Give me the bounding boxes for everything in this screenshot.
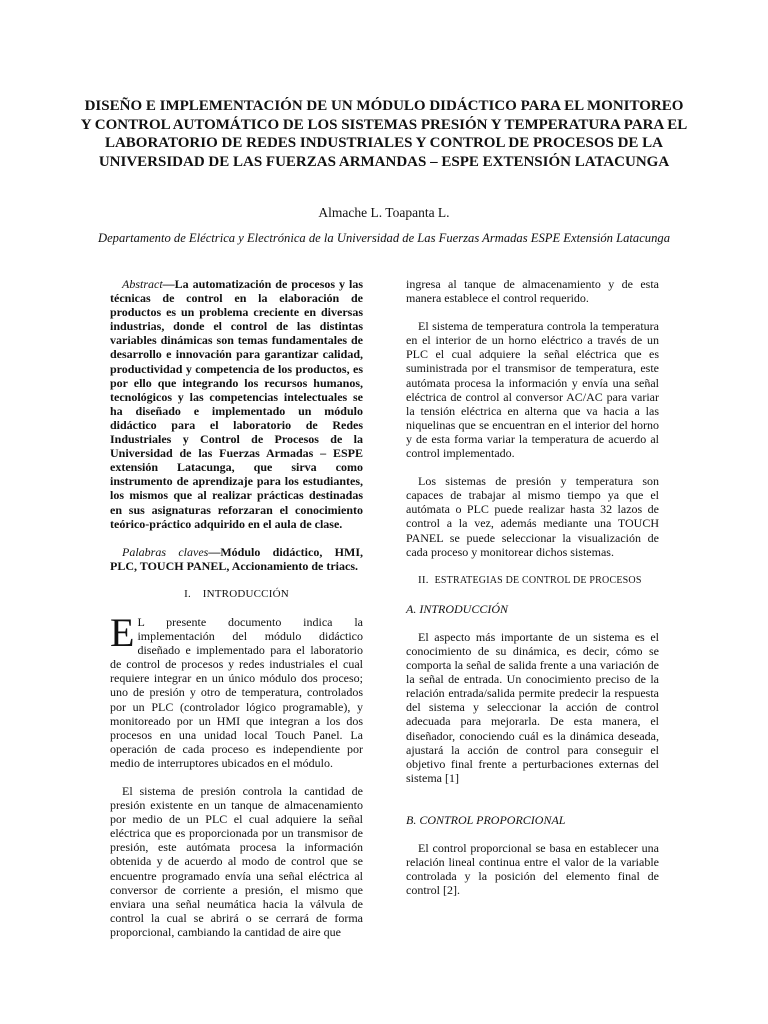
right-column bbox=[406, 277, 659, 897]
section-number: I. bbox=[184, 587, 191, 600]
section-number: II. bbox=[418, 573, 429, 586]
paper-title: DISEÑO E IMPLEMENTACIÓN DE UN MÓDULO DIDÁCTICO PARA EL MONITOREO Y CONTROL AUTOMÁTICO DE LOS SISTEMAS PRESIÓN Y TEMPERATURA PARA EL LABORATORIO DE REDES INDUSTRIALES Y CONTROL DE PROCESOS DE LA UNIVERSIDAD DE LAS FUERZAS ARMANDAS – ESPE EXTENSIÓN LATACUNGA bbox=[80, 98, 688, 170]
paper-affiliation: Departamento de Eléctrica y Electrónica de la Universidad de Las Fuerzas Armadas ESPE Extensión Latacunga bbox=[98, 231, 670, 245]
section-heading-introduccion bbox=[110, 587, 363, 601]
paper-authors: Almache L. Toapanta L. bbox=[318, 205, 450, 220]
drop-cap: E bbox=[110, 609, 135, 655]
abstract-paragraph bbox=[110, 277, 363, 531]
subsection-b-paragraph: El control proporcional se basa en establecer una relación lineal continua entre el valor de la variable controlada y la posición del elemento final de control [2]. bbox=[406, 841, 659, 898]
abstract-text: —La automatización de procesos y las técnicas de control en la elaboración de productos es un problema creciente en diversas industrias, donde el control de las distintas variables dinámicas son temas fundamentales de desarrollo e innovación para garantizar calidad, productividad y competencia de los productos, es por ello que integrando los recursos humanos, tecnológicos y las competencias intelectuales se ha diseñado e implementado un módulo didáctico para el laboratorio de Redes Industriales y Control de Procesos de la Universidad de las Fuerzas Armadas – ESPE extensión Latacunga, que sirva como instrumento de aprendizaje para los estudiantes, los mismos que al realizar prácticas destinadas en sus asignaturas reforzaran el conocimiento teórico-práctico adquirido en el aula de clase. bbox=[110, 277, 363, 531]
left-column bbox=[110, 277, 363, 939]
continued-paragraph: ingresa al tanque de almacenamiento y de esta manera establece el control requerido. bbox=[406, 277, 659, 306]
intro-paragraph-2: El sistema de presión controla la cantidad de presión existente en un tanque de almacenamiento por medio de un PLC el cual adquiere la señal eléctrica que es proporcionada por un transmisor de presión, este autómata procesa la información obtenida y de acuerdo al modo de control que se encuentre programado envía una señal eléctrica al conversor de corriente a presión, el mismo que enviara una señal neumática hacia la válvula de control la cual se abrirá o se cerrará de forma proporcional, cambiando la cantidad de aire que bbox=[110, 784, 363, 939]
abstract-label: Abstract bbox=[122, 277, 163, 291]
temperature-paragraph: El sistema de temperatura controla la temperatura en el interior de un horno eléctrico a través de un PLC el cual adquiere la señal eléctrica que es suministrada por el transmisor de temperatura, este autómata procesa la información y envía una señal eléctrica de control al conversor AC/AC para variar la tensión eléctrica en alterna que va hacia a las niquelinas que se encuentran en el interior del horno y de esta forma variar la temperatura de acuerdo al control implementado. bbox=[406, 319, 659, 461]
systems-paragraph: Los sistemas de presión y temperatura son capaces de trabajar al mismo tiempo ya que el autómata o PLC puede realizar hasta 32 lazos de control a la vez, además mediante una TOUCH PANEL se puede seleccionar la visualización de cada proceso y monitorear dichos sistemas. bbox=[406, 474, 659, 559]
intro-paragraph-1-text: L presente documento indica la implementación del módulo didáctico diseñado e implementado para el laboratorio de control de procesos y redes industriales el cual requiere integrar en un único módulo dos proceso; uno de presión y otro de temperatura, controlados por un PLC (controlador lógico programable), y monitoreado por un HMI que integran a los dos procesos en una unidad local Touch Panel. La operación de cada proceso es independiente por medio de interruptores ubicados en el módulo. bbox=[110, 614, 363, 770]
keywords-text: —Módulo didáctico, HMI, PLC, TOUCH PANEL, Accionamiento de triacs. bbox=[110, 544, 363, 573]
section-title: ESTRATEGIAS DE CONTROL DE PROCESOS bbox=[434, 574, 642, 586]
keywords-paragraph bbox=[110, 545, 363, 573]
subsection-a-paragraph: El aspecto más importante de un sistema es el conocimiento de su dinámica, es decir, cómo se comporta la señal de salida frente a una variación de la señal de entrada. Un conocimiento preciso de la relación entrada/salida permite predecir la respuesta del sistema y seleccionar la acción de control adecuada para mejorarla. De esta manera, el diseñador, conociendo cuál es la dinámica deseada, ajustará la acción de control para conseguir el objetivo final frente a perturbaciones externas del sistema [1] bbox=[406, 629, 659, 785]
section-title: INTRODUCCIÓN bbox=[202, 587, 289, 600]
subsection-heading-b: B. CONTROL PROPORCIONAL bbox=[406, 812, 566, 827]
section-heading-estrategias bbox=[406, 573, 659, 588]
subsection-heading-a: A. INTRODUCCIÓN bbox=[406, 601, 509, 616]
keywords-label: Palabras claves bbox=[122, 544, 209, 559]
intro-paragraph-1 bbox=[110, 609, 363, 770]
